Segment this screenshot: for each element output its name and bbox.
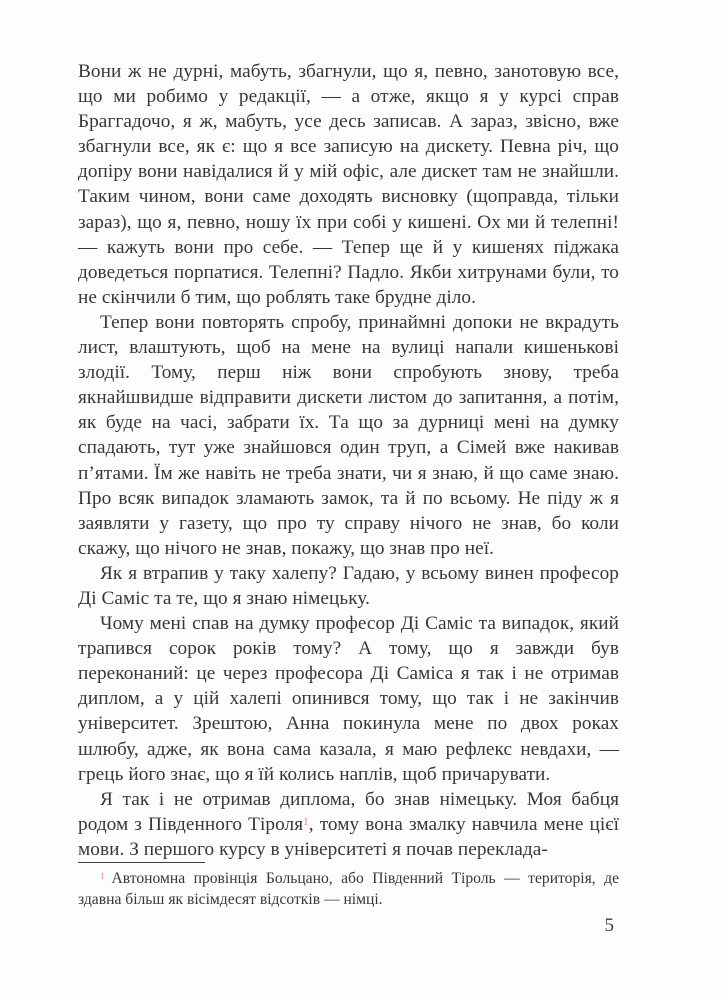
paragraph-4: Чому мені спав на думку професор Ді Саміс та випадок, який трапився сорок років тому? А тому, що я завжди був переконаний: це через професора Ді Саміса я так і не отримав диплом, а у цій халепі опинився тому, що так і не закінчив університет. Зрештою, Анна покинула мене по двох роках шлюбу, адже, як вона сама казала, я маю рефлекс невдахи, — грець його знає, що я їй колись наплів, щоб причарувати. [78,613,619,785]
footnote-reference: 1 [303,815,309,828]
page-text [78,59,619,862]
footnote-marker: 1 [100,870,105,881]
footnote-divider [78,862,205,863]
paragraph-3: Як я втрапив у таку халепу? Гадаю, у всьому винен професор Ді Саміс та те, що я знаю німецьку. [78,562,619,609]
paragraph-5 [78,787,619,862]
footnote [78,862,619,911]
footnote-body: Автономна провінція Больцано, або Південний Тіроль — територія, де здавна більш як вісімдесят відсотків — німці. [78,870,619,908]
paragraph-1: Вони ж не дурні, мабуть, збагнули, що я, певно, занотовую все, що ми робимо у редакції, — а отже, якщо я у курсі справ Браггадочо, я ж, мабуть, усе десь записав. А зараз, звісно, вже збагнули все, як є: що я все записую на дискету. Певна річ, що допіру вони навідалися й у мій офіс, але дискет там не знайшли. Таким чином, вони саме доходять висновку (щоправда, тільки зараз), що я, певно, ношу їх при собі у кишені. Ох ми й телепні! — кажуть вони про себе. — Тепер ще й у кишенях піджака доведеться порпатися. Телепні? Падло. Якби хитрунами були, то не скінчили б тим, що роблять таке брудне діло. [78,61,619,308]
paragraph-5-text: Я так і не отримав диплома, бо знав німецьку. Моя бабця родом з Південного Тіроля [78,788,619,835]
page-number: 5 [604,915,614,936]
footnote-text [78,869,619,911]
paragraph-5-continuation: , тому вона змалку навчила мене цієї мови. З першого курсу в університеті я почав переклада- [78,813,620,860]
paragraph-2: Тепер вони повторять спробу, принаймні допоки не вкрадуть лист, влаштують, щоб на мене на вулиці напали кишенькові злодії. Тому, перш ніж вони спробують знову, треба якнайшвидше відправити дискети листом до запитання, а потім, як буде на часі, забрати їх. Та що за дурниці мені на думку спадають, тут уже знайшовся один труп, а Сімей вже накивав п’ятами. Їм же навіть не треба знати, чи я знаю, й що саме знаю. Про всяк випадок зламають замок, та й по всьому. Не піду ж я заявляти у газету, що про ту справу нічого не знав, бо коли скажу, що нічого не знав, покажу, що знав про неї. [78,311,619,559]
